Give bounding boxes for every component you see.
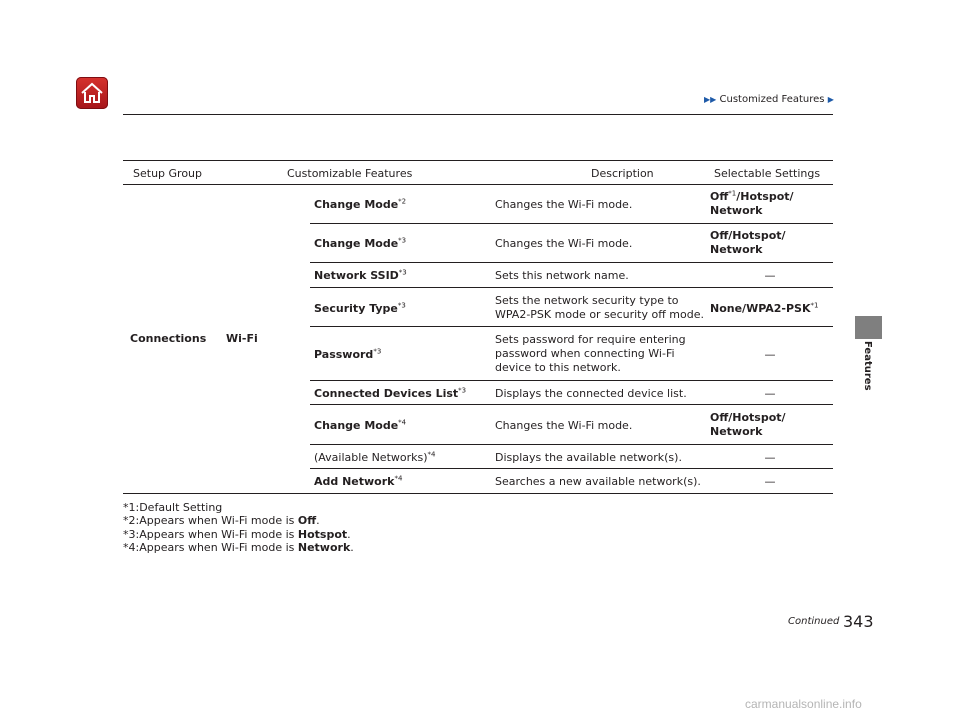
footnote-ref: *3 xyxy=(398,268,407,277)
footnote-mode: Network xyxy=(297,540,351,554)
breadcrumb[interactable] xyxy=(704,94,834,105)
footnote-end: . xyxy=(316,514,320,528)
footnote-ref: *3 xyxy=(397,301,406,310)
feature-name: Change Mode xyxy=(314,198,399,211)
setting-value: Network xyxy=(710,204,763,217)
row-divider xyxy=(310,468,833,469)
feature-name: (Available Networks) xyxy=(314,451,428,464)
footnote-ref: *3 xyxy=(373,347,382,356)
column-header: Setup Group xyxy=(133,167,203,180)
continued-label: Continued xyxy=(788,616,840,627)
table-row-settings xyxy=(710,411,786,439)
setting-value: Network xyxy=(710,243,763,256)
table-row-description: Searches a new available network(s). xyxy=(495,475,701,488)
description-line: Sets the network security type to xyxy=(495,294,679,307)
row-divider xyxy=(310,444,833,445)
table-row-settings: — xyxy=(764,475,776,488)
footnote xyxy=(123,528,354,541)
row-divider xyxy=(310,287,833,288)
table-top-rule xyxy=(123,160,833,161)
footnote-ref: *4 xyxy=(398,418,407,427)
footnote xyxy=(123,541,354,554)
feature-name: Change Mode xyxy=(314,419,399,432)
table-row-description: Changes the Wi-Fi mode. xyxy=(495,237,633,250)
setup-group: Connections xyxy=(130,332,207,345)
table-bottom-rule xyxy=(123,493,833,494)
footnote-end: . xyxy=(350,540,354,554)
table-row-feature xyxy=(314,419,406,433)
feature-name: Connected Devices List xyxy=(314,387,459,400)
footnote-ref: *4 xyxy=(427,450,436,459)
feature-name: Network SSID xyxy=(314,269,399,282)
table-row-settings: — xyxy=(764,348,776,361)
breadcrumb-arrow-icon: ▶ xyxy=(827,95,834,104)
row-divider xyxy=(310,223,833,224)
column-header: Description xyxy=(591,167,654,180)
row-divider xyxy=(310,326,833,327)
footnote-ref: *4 xyxy=(394,474,403,483)
table-row-settings xyxy=(710,302,818,316)
footnote-ref: *3 xyxy=(398,236,407,245)
feature-name: Password xyxy=(314,348,374,361)
table-row-settings: — xyxy=(764,451,776,464)
footnote-ref: *1 xyxy=(728,189,737,198)
row-divider xyxy=(310,380,833,381)
table-row-description: Sets this network name. xyxy=(495,269,629,282)
table-row-feature xyxy=(314,387,466,401)
table-row-settings: — xyxy=(764,269,776,282)
footnotes xyxy=(123,501,354,554)
column-header: Selectable Settings xyxy=(714,167,821,180)
table-row-feature xyxy=(314,475,402,489)
home-icon xyxy=(80,81,104,105)
column-header: Customizable Features xyxy=(287,167,413,180)
watermark: carmanualsonline.info xyxy=(745,697,862,711)
header-divider xyxy=(123,114,833,115)
table-row-settings: — xyxy=(764,387,776,400)
description-line: password when connecting Wi-Fi xyxy=(495,347,675,360)
footnote xyxy=(123,501,354,514)
breadcrumb-arrow-icon: ▶▶ xyxy=(704,95,717,104)
table-row-description xyxy=(495,294,704,322)
table-row-settings xyxy=(710,190,794,218)
footnote-text: *1:Default Setting xyxy=(123,501,223,514)
footnote-text: *3:Appears when Wi-Fi mode is xyxy=(123,527,298,541)
table-row-feature xyxy=(314,348,381,362)
setting-value: None/WPA2-PSK xyxy=(710,302,811,315)
setting-value: Off xyxy=(710,190,729,203)
table-row-feature xyxy=(314,451,436,465)
row-divider xyxy=(310,404,833,405)
table-row-feature xyxy=(314,302,406,316)
side-tab-marker xyxy=(855,316,882,339)
footnote-ref: *3 xyxy=(458,386,467,395)
table-row-feature xyxy=(314,269,407,283)
table-row-feature xyxy=(314,237,406,251)
footnote-ref: *2 xyxy=(398,197,407,206)
breadcrumb-label: Customized Features xyxy=(719,94,825,105)
feature-name: Add Network xyxy=(314,475,395,488)
table-row-feature xyxy=(314,198,406,212)
table-row-settings xyxy=(710,229,786,257)
table-row-description xyxy=(495,333,686,375)
footnote xyxy=(123,514,354,527)
footnote-mode: Off xyxy=(297,514,317,528)
footnote-text: *4:Appears when Wi-Fi mode is xyxy=(123,540,298,554)
table-row-description: Changes the Wi-Fi mode. xyxy=(495,198,633,211)
table-row-description: Displays the connected device list. xyxy=(495,387,687,400)
description-line: Sets password for require entering xyxy=(495,333,686,346)
setting-value: Off/Hotspot/ xyxy=(710,229,786,242)
table-header-rule xyxy=(123,184,833,185)
footnote-mode: Hotspot xyxy=(297,527,348,541)
footnote-ref: *1 xyxy=(810,301,819,310)
table-row-description: Changes the Wi-Fi mode. xyxy=(495,419,633,432)
home-button[interactable] xyxy=(76,77,108,109)
row-divider xyxy=(310,262,833,263)
setup-subgroup: Wi-Fi xyxy=(226,332,258,345)
side-tab-label: Features xyxy=(862,341,873,391)
description-line: WPA2-PSK mode or security off mode. xyxy=(495,308,704,321)
page-number: 343 xyxy=(843,612,874,631)
description-line: device to this network. xyxy=(495,361,621,374)
table-row-description: Displays the available network(s). xyxy=(495,451,682,464)
feature-name: Change Mode xyxy=(314,237,399,250)
footnote-text: *2:Appears when Wi-Fi mode is xyxy=(123,514,298,528)
setting-value: Off/Hotspot/ xyxy=(710,411,786,424)
feature-name: Security Type xyxy=(314,302,398,315)
setting-value: /Hotspot/ xyxy=(736,190,794,203)
footnote-end: . xyxy=(347,527,351,541)
setting-value: Network xyxy=(710,425,763,438)
